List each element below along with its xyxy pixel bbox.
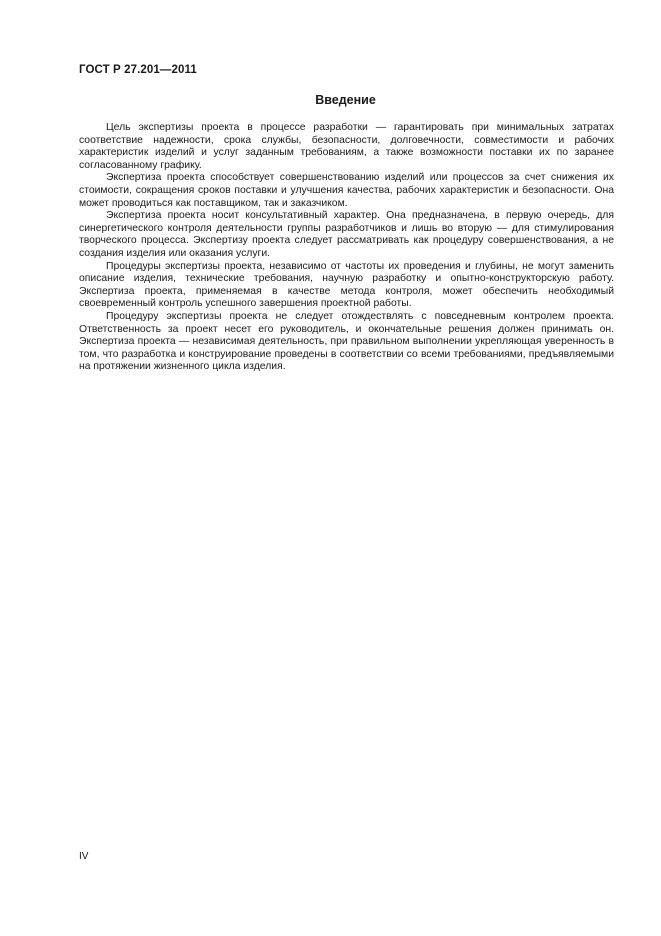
paragraph: Экспертиза проекта носит консультативный характер. Она предназначена, в первую очередь, для синергетического контроля деятельности группы разработчиков и лишь во вторую — для стимулирования творческого процесса. Экспертизу проекта следует рассматривать как процедуру совершенствования, а не создания изделия или оказания услуги.	[79, 210, 614, 259]
paragraph: Цель экспертизы проекта в процессе разработки — гарантировать при минимальных затратах соответствие надежности, срока службы, безопасности, долговечности, совместимости и рабочих характеристик изделий и услуг заданным требованиям, а также возможности поставки их по заранее согласованному графику.	[79, 122, 614, 171]
section-title: Введение	[315, 93, 376, 107]
page-number: IV	[79, 851, 89, 862]
paragraph: Процедуру экспертизы проекта не следует отождествлять с повседневным контролем проекта. Ответственность за проект несет его руководитель, и окончательные решения должен принимать он. Экспертиза проекта — независимая деятельность, при правильном выполнении укрепляющая уверенность в том, что разработка и конструирование проведены в соответствии со всеми требованиями, предъявляемыми на протяжении жизненного цикла изделия.	[79, 310, 614, 373]
paragraph: Процедуры экспертизы проекта, независимо от частоты их проведения и глубины, не могут заменить описание изделия, технические требования, научную разработку и опытно-конструкторскую работу. Экспертиза проекта, применяемая в качестве метода контроля, может обеспечить необходимый своевременный контроль успешного завершения проектной работы.	[79, 260, 614, 310]
document-code: ГОСТ Р 27.201—2011	[79, 64, 197, 76]
body-text	[79, 122, 614, 374]
paragraph: Экспертиза проекта способствует совершенствованию изделий или процессов за счет снижения их стоимости, сокращения сроков поставки и улучшения качества, рабочих характеристик и безопасности. Она может проводиться как поставщиком, так и заказчиком.	[79, 172, 614, 209]
